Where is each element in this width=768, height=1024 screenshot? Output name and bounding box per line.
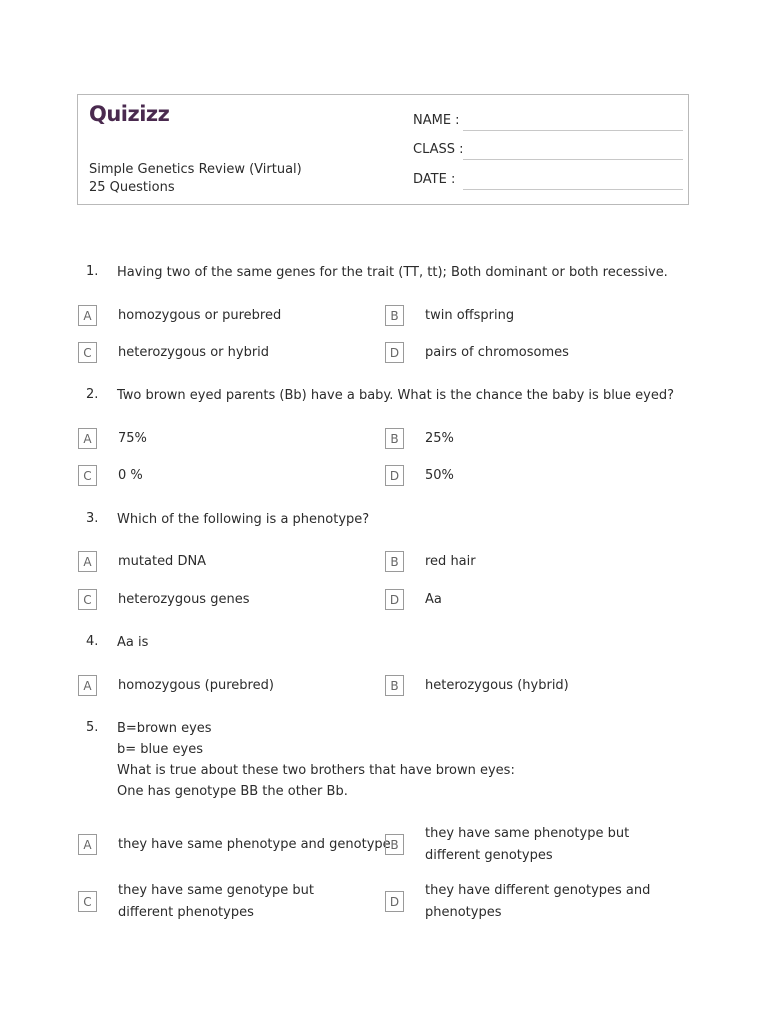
question-line: Which of the following is a phenotype? xyxy=(117,512,370,527)
question-count: 25 Questions xyxy=(89,180,175,195)
option-text: homozygous or purebred xyxy=(118,308,282,323)
option-text: heterozygous (hybrid) xyxy=(425,678,569,693)
class-label: CLASS : xyxy=(413,142,464,157)
option-letter-box: B xyxy=(385,834,404,855)
worksheet-title: Simple Genetics Review (Virtual) xyxy=(89,162,302,177)
option-letter-box: B xyxy=(385,675,404,696)
class-field[interactable] xyxy=(413,142,683,160)
option-letter-box: C xyxy=(78,342,97,363)
class-line xyxy=(463,159,683,160)
option-letter-box: A xyxy=(78,305,97,326)
name-line xyxy=(463,130,683,131)
date-field[interactable] xyxy=(413,172,683,190)
option-text: Aa xyxy=(425,592,442,607)
option-text: mutated DNA xyxy=(118,554,207,569)
worksheet-header xyxy=(77,94,689,205)
question-text xyxy=(117,632,677,653)
option-text: they have same phenotype and genotype xyxy=(118,837,391,852)
option-text: pairs of chromosomes xyxy=(425,345,569,360)
option-text: red hair xyxy=(425,554,476,569)
option-letter-box: C xyxy=(78,891,97,912)
question-line: Two brown eyed parents (Bb) have a baby. What is the chance the baby is blue eyed? xyxy=(117,388,675,403)
option-text: they have different genotypes and phenotypes xyxy=(425,883,651,920)
question-number: 3. xyxy=(86,511,99,526)
option-text: they have same phenotype but different genotypes xyxy=(425,826,630,863)
option-letter-box: D xyxy=(385,891,404,912)
name-field[interactable] xyxy=(413,113,683,131)
quizizz-logo: Quizizz xyxy=(89,102,170,126)
option-letter-box: B xyxy=(385,305,404,326)
option-letter-box: C xyxy=(78,465,97,486)
question-line: b= blue eyes xyxy=(117,742,203,757)
option-text: heterozygous genes xyxy=(118,592,250,607)
option-letter-box: A xyxy=(78,428,97,449)
question-line: What is true about these two brothers that have brown eyes: xyxy=(117,763,515,778)
option-text: 50% xyxy=(425,468,454,483)
option-letter-box: D xyxy=(385,589,404,610)
option-letter-box: A xyxy=(78,675,97,696)
question-text xyxy=(117,718,677,802)
option-text: 75% xyxy=(118,431,147,446)
question-line: Having two of the same genes for the trait (TT, tt); Both dominant or both recessive. xyxy=(117,265,668,280)
option-text: twin offspring xyxy=(425,308,515,323)
option-text: they have same genotype but different phenotypes xyxy=(118,883,314,920)
date-label: DATE : xyxy=(413,172,456,187)
option-letter-box: D xyxy=(385,465,404,486)
question-number: 2. xyxy=(86,387,99,402)
option-letter-box: B xyxy=(385,551,404,572)
question-line: Aa is xyxy=(117,635,149,650)
option-text: 25% xyxy=(425,431,454,446)
question-text xyxy=(117,262,677,283)
option-letter-box: C xyxy=(78,589,97,610)
question-text xyxy=(117,385,677,406)
option-text: homozygous (purebred) xyxy=(118,678,274,693)
option-letter-box: D xyxy=(385,342,404,363)
option-text: heterozygous or hybrid xyxy=(118,345,270,360)
option-letter-box: A xyxy=(78,551,97,572)
option-letter-box: A xyxy=(78,834,97,855)
option-letter-box: B xyxy=(385,428,404,449)
question-number: 4. xyxy=(86,634,99,649)
date-line xyxy=(463,189,683,190)
name-label: NAME : xyxy=(413,113,460,128)
question-number: 5. xyxy=(86,720,99,735)
question-line: One has genotype BB the other Bb. xyxy=(117,784,348,799)
option-text: 0 % xyxy=(118,468,143,483)
question-number: 1. xyxy=(86,264,99,279)
question-text xyxy=(117,509,677,530)
question-line: B=brown eyes xyxy=(117,721,212,736)
